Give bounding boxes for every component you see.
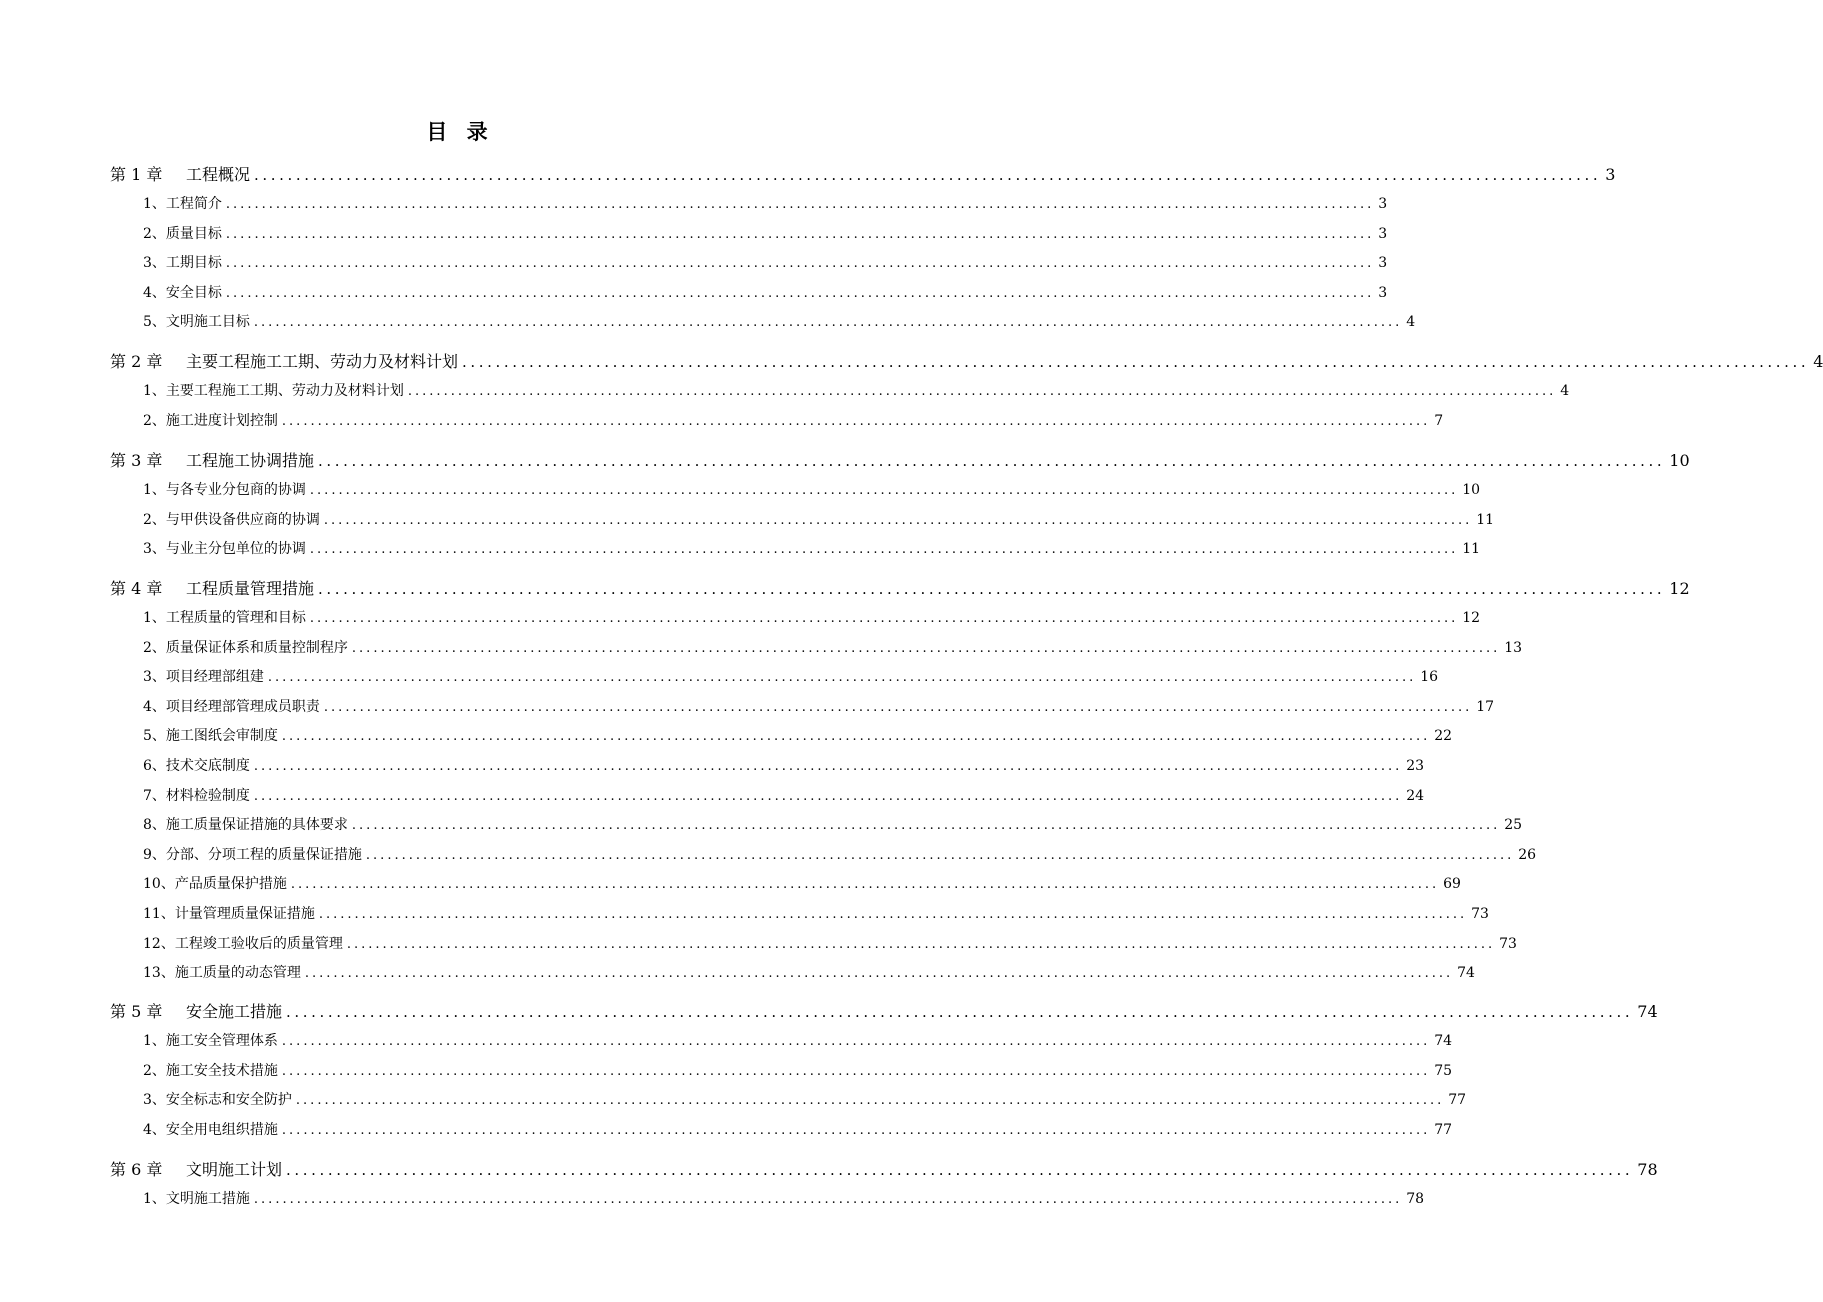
section-title: 10、产品质量保护措施 <box>143 876 287 893</box>
toc-section-entry[interactable] <box>143 785 1425 805</box>
dot-leader: ................................................................................................................................................................. <box>407 384 1557 399</box>
toc-chapter-entry[interactable] <box>110 162 1616 185</box>
chapter-number: 第 6 章 <box>110 1160 163 1179</box>
chapter-number: 第 2 章 <box>110 352 163 371</box>
section-title: 9、分部、分项工程的质量保证措施 <box>143 846 362 863</box>
toc-section-entry[interactable] <box>143 509 1495 529</box>
dot-leader: ................................................................................................................................................................. <box>309 542 1459 558</box>
section-title: 3、项目经理部组建 <box>143 669 264 686</box>
page-number: 7 <box>1434 412 1444 429</box>
dot-leader: ................................................................................................................................................................. <box>281 1063 1431 1079</box>
toc-section-entry[interactable] <box>143 1060 1453 1080</box>
page-number: 4 <box>1813 352 1823 371</box>
toc-section-entry[interactable] <box>143 755 1425 775</box>
dot-leader: ................................................................................................................................................................. <box>323 512 1473 528</box>
dot-leader: ................................................................................................................................................................. <box>253 788 1403 804</box>
section-title: 2、质量保证体系和质量控制程序 <box>143 639 348 656</box>
page-number: 3 <box>1378 225 1388 242</box>
dot-leader: ................................................................................................................................................................. <box>253 1192 1403 1207</box>
chapter-number: 第 1 章 <box>110 165 163 184</box>
section-title: 1、主要工程施工工期、劳动力及材料计划 <box>143 383 404 399</box>
section-title: 3、与业主分包单位的协调 <box>143 541 306 558</box>
dot-leader: ................................................................................................................................................................. <box>323 699 1473 715</box>
toc-section-entry[interactable] <box>143 380 1570 400</box>
toc-section-entry[interactable] <box>143 1089 1467 1109</box>
chapter-number: 第 5 章 <box>110 1002 163 1021</box>
toc-section-entry[interactable] <box>143 311 1416 331</box>
toc-chapter-entry[interactable] <box>110 349 1823 372</box>
page-number: 3 <box>1378 196 1388 212</box>
page-number: 75 <box>1434 1062 1453 1079</box>
dot-leader: ................................................................................................................................................................. <box>318 907 1468 922</box>
chapter-title: 安全施工措施 <box>186 1002 283 1021</box>
page-number: 12 <box>1462 610 1481 626</box>
page-number: 74 <box>1434 1033 1453 1049</box>
toc-chapter-entry[interactable] <box>110 576 1690 599</box>
section-title: 5、文明施工目标 <box>143 314 250 331</box>
toc-section-entry[interactable] <box>143 666 1439 686</box>
page-number: 23 <box>1406 758 1425 774</box>
toc-section-entry[interactable] <box>143 933 1517 953</box>
dot-leader: ................................................................................................................................................................. <box>225 285 1375 301</box>
toc-section-entry[interactable] <box>143 479 1481 499</box>
dot-leader: ................................................................................................................................................................. <box>346 936 1496 952</box>
page-number: 16 <box>1420 669 1439 686</box>
section-title: 11、计量管理质量保证措施 <box>143 906 315 922</box>
chapter-title: 工程施工协调措施 <box>186 451 315 470</box>
dot-leader: ................................................................................................................................................................. <box>309 611 1459 626</box>
section-title: 13、施工质量的动态管理 <box>143 965 301 982</box>
toc-section-entry[interactable] <box>143 725 1453 745</box>
page-number: 13 <box>1504 639 1523 656</box>
dot-leader: ................................................................................................................................................................. <box>286 1161 1634 1179</box>
section-title: 1、工程简介 <box>143 196 222 212</box>
dot-leader: ................................................................................................................................................................. <box>281 413 1431 429</box>
dot-leader: ................................................................................................................................................................. <box>281 729 1431 745</box>
dot-leader: ................................................................................................................................................................. <box>365 847 1515 863</box>
dot-leader: ................................................................................................................................................................. <box>304 966 1454 982</box>
page-number: 25 <box>1504 817 1523 834</box>
page-number: 10 <box>1462 482 1481 498</box>
page-number: 3 <box>1378 255 1388 272</box>
section-title: 1、施工安全管理体系 <box>143 1033 278 1049</box>
section-title: 6、技术交底制度 <box>143 758 250 774</box>
page-number: 4 <box>1406 314 1416 331</box>
dot-leader: ................................................................................................................................................................. <box>318 452 1666 470</box>
page-number: 74 <box>1637 1002 1658 1021</box>
page-number: 22 <box>1434 728 1453 745</box>
page-number: 77 <box>1448 1092 1467 1109</box>
dot-leader: ................................................................................................................................................................. <box>351 818 1501 834</box>
dot-leader: ................................................................................................................................................................. <box>253 759 1403 774</box>
dot-leader: ................................................................................................................................................................. <box>290 877 1440 893</box>
page-number: 26 <box>1518 846 1537 863</box>
page-title: 目 录 <box>426 120 494 144</box>
toc-section-entry[interactable] <box>143 282 1388 302</box>
section-title: 1、与各专业分包商的协调 <box>143 482 306 498</box>
section-title: 2、施工进度计划控制 <box>143 412 278 429</box>
dot-leader: ................................................................................................................................................................. <box>267 670 1417 686</box>
chapter-number: 第 3 章 <box>110 451 163 470</box>
page-number: 11 <box>1462 541 1481 558</box>
toc-chapter-entry[interactable] <box>110 1157 1658 1180</box>
page-number: 3 <box>1605 165 1616 184</box>
dot-leader: ................................................................................................................................................................. <box>318 580 1666 598</box>
dot-leader: ................................................................................................................................................................. <box>309 483 1459 498</box>
toc-chapter-entry[interactable] <box>110 999 1658 1022</box>
toc-section-entry[interactable] <box>143 1188 1425 1208</box>
toc-chapter-entry[interactable] <box>110 448 1690 471</box>
toc-section-entry[interactable] <box>143 1119 1453 1139</box>
chapter-title: 工程质量管理措施 <box>186 579 315 598</box>
section-title: 2、施工安全技术措施 <box>143 1062 278 1079</box>
page-number: 69 <box>1443 876 1461 893</box>
toc-section-entry[interactable] <box>143 410 1444 430</box>
dot-leader: ................................................................................................................................................................. <box>462 353 1810 371</box>
page-number: 78 <box>1637 1160 1658 1179</box>
section-title: 5、施工图纸会审制度 <box>143 728 278 745</box>
dot-leader: ................................................................................................................................................................. <box>225 197 1375 212</box>
section-title: 3、安全标志和安全防护 <box>143 1092 292 1109</box>
toc-section-entry[interactable] <box>143 1030 1453 1050</box>
dot-leader: ................................................................................................................................................................. <box>253 315 1403 331</box>
dot-leader: ................................................................................................................................................................. <box>281 1122 1431 1138</box>
dot-leader: ................................................................................................................................................................. <box>281 1034 1431 1049</box>
page-number: 12 <box>1669 579 1690 598</box>
toc-section-entry[interactable] <box>143 844 1537 864</box>
page-number: 74 <box>1457 965 1475 982</box>
page-number: 10 <box>1669 451 1690 470</box>
toc-section-entry[interactable] <box>143 538 1481 558</box>
page-number: 3 <box>1378 284 1388 301</box>
toc-section-entry[interactable] <box>143 637 1523 657</box>
section-title: 1、文明施工措施 <box>143 1191 250 1207</box>
chapter-number: 第 4 章 <box>110 579 163 598</box>
dot-leader: ................................................................................................................................................................. <box>351 640 1501 656</box>
toc-section-entry[interactable] <box>143 903 1489 923</box>
toc-section-entry[interactable] <box>143 696 1495 716</box>
section-title: 4、安全目标 <box>143 284 222 301</box>
page-number: 11 <box>1476 511 1495 528</box>
section-title: 7、材料检验制度 <box>143 787 250 804</box>
toc-section-entry[interactable] <box>143 607 1481 627</box>
chapter-title: 主要工程施工工期、劳动力及材料计划 <box>186 352 459 371</box>
page-number: 77 <box>1434 1121 1453 1138</box>
dot-leader: ................................................................................................................................................................. <box>225 226 1375 242</box>
section-title: 12、工程竣工验收后的质量管理 <box>143 935 343 952</box>
toc-section-entry[interactable] <box>143 814 1523 834</box>
page-number: 73 <box>1499 935 1517 952</box>
toc-section-entry[interactable] <box>143 193 1388 213</box>
section-title: 2、质量目标 <box>143 225 222 242</box>
chapter-title: 文明施工计划 <box>186 1160 283 1179</box>
section-title: 4、项目经理部管理成员职责 <box>143 698 320 715</box>
section-title: 4、安全用电组织措施 <box>143 1121 278 1138</box>
section-title: 8、施工质量保证措施的具体要求 <box>143 817 348 834</box>
section-title: 2、与甲供设备供应商的协调 <box>143 511 320 528</box>
section-title: 1、工程质量的管理和目标 <box>143 610 306 626</box>
section-title: 3、工期目标 <box>143 255 222 272</box>
dot-leader: ................................................................................................................................................................. <box>225 256 1375 272</box>
toc-section-entry[interactable] <box>143 223 1388 243</box>
page-number: 17 <box>1476 698 1495 715</box>
page-number: 24 <box>1406 787 1425 804</box>
toc-section-entry[interactable] <box>143 873 1461 893</box>
chapter-title: 工程概况 <box>186 165 251 184</box>
dot-leader: ................................................................................................................................................................. <box>295 1093 1445 1109</box>
page-number: 73 <box>1471 906 1489 922</box>
dot-leader: ................................................................................................................................................................. <box>286 1003 1634 1021</box>
toc-section-entry[interactable] <box>143 962 1475 982</box>
toc-section-entry[interactable] <box>143 252 1388 272</box>
dot-leader: ................................................................................................................................................................. <box>254 166 1602 184</box>
page-number: 4 <box>1560 383 1570 399</box>
page-number: 78 <box>1406 1191 1425 1207</box>
